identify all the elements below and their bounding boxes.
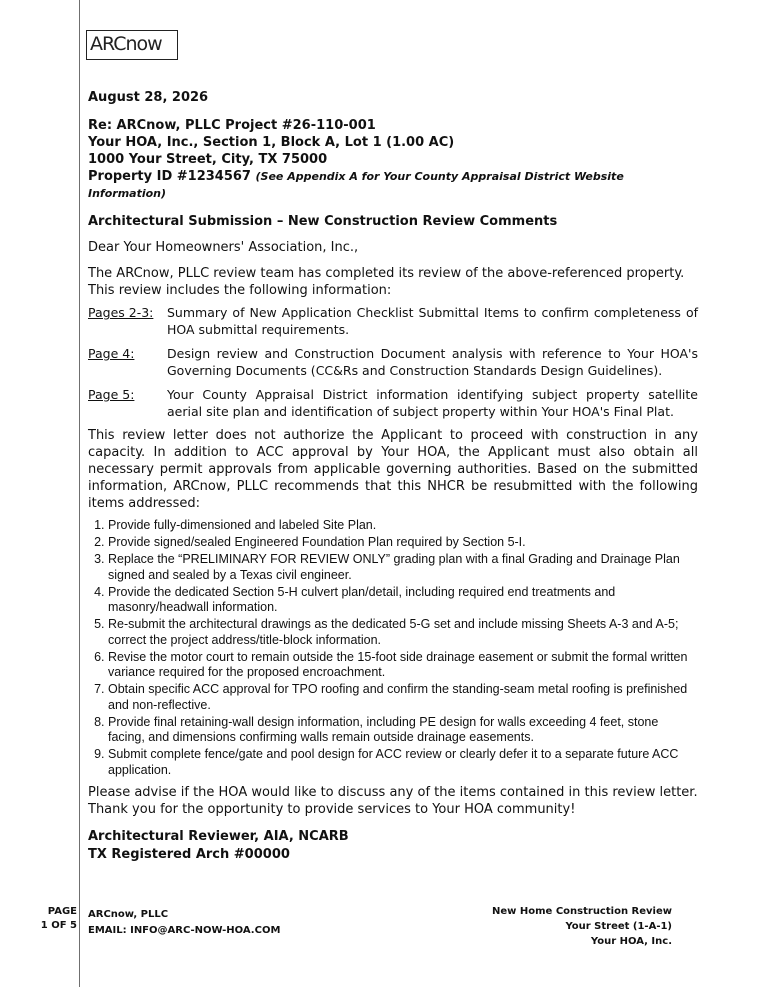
- footer-company-name: ARCnow, PLLC: [88, 909, 169, 920]
- signature-block: [88, 828, 698, 864]
- page-summary-list: [88, 304, 698, 420]
- re-address-line: 1000 Your Street, City, TX 75000: [88, 152, 328, 167]
- letter-body: [88, 90, 698, 864]
- signature-registration: TX Registered Arch #00000: [88, 847, 290, 862]
- page-description: Design review and Construction Document analysis with reference to Your HOA's Governing Documents (CC&Rs and Construction Standards Design Guidelines).: [167, 346, 698, 378]
- intro-line-1: The ARCnow, PLLC review team has completed its review of the above-referenced property.: [88, 266, 685, 281]
- letter-date: August 28, 2026: [88, 90, 209, 105]
- footer-street: Your Street (1-A-1): [565, 921, 672, 932]
- list-item: 6. Revise the motor court to remain outside the 15-foot side drainage easement or submit the formal written variance required for the proposed encroachment.: [108, 650, 698, 681]
- property-id: Property ID #1234567: [88, 169, 251, 184]
- list-item: 4. Provide the dedicated Section 5-H culvert plan/detail, including required end treatments and masonry/headwall information.: [108, 585, 698, 616]
- page-label: Page 4:: [88, 346, 135, 361]
- list-item: 8. Provide final retaining-wall design information, including PE design for walls exceeding 4 feet, stone facing, and dimensions confirming walls remain outside drainage easements.: [108, 715, 698, 746]
- closing-line-1: Please advise if the HOA would like to discuss any of the items contained in this review letter.: [88, 785, 698, 800]
- margin-rule: [79, 0, 80, 987]
- footer-company: [88, 907, 280, 939]
- re-project-line: Re: ARCnow, PLLC Project #26-110-001: [88, 118, 376, 133]
- reference-block: [88, 117, 698, 202]
- intro-paragraph: [88, 265, 698, 299]
- page-number: [0, 905, 77, 933]
- list-item: 3. Replace the “PRELIMINARY FOR REVIEW ONLY” grading plan with a final Grading and Drainage Plan signed and sealed by a Texas civil engineer.: [108, 552, 698, 583]
- letter-heading: Architectural Submission – New Construction Review Comments: [88, 214, 558, 229]
- signature-name: Architectural Reviewer, AIA, NCARB: [88, 829, 349, 844]
- page-label-text: PAGE: [47, 906, 77, 917]
- page-description: Your County Appraisal District information identifying subject property satellite aerial site plan and identification of subject property within Your HOA's Final Plat.: [167, 387, 698, 419]
- body-paragraph: This review letter does not authorize the Applicant to proceed with construction in any capacity. In addition to ACC approval by Your HOA, the Applicant must also obtain all necessary permit approvals from applicable governing authorities. Based on the submitted information, ARCnow, PLLC recommends that this NHCR be resubmitted with the following items addressed:: [88, 428, 698, 511]
- re-property-line: [88, 168, 698, 202]
- page-label: Page 5:: [88, 387, 135, 402]
- footer-review-info: [492, 904, 672, 949]
- page-summary-row: [88, 386, 698, 420]
- footer-email: EMAIL: INFO@ARC-NOW-HOA.COM: [88, 925, 281, 936]
- list-item: 9. Submit complete fence/gate and pool design for ACC review or clearly defer it to a separate future ACC application.: [108, 747, 698, 778]
- re-lot-line: Your HOA, Inc., Section 1, Block A, Lot 1 (1.00 AC): [88, 135, 455, 150]
- salutation: Dear Your Homeowners' Association, Inc.,: [88, 240, 359, 255]
- closing-line-2: Thank you for the opportunity to provide services to Your HOA community!: [88, 802, 576, 817]
- page-description: Summary of New Application Checklist Submittal Items to confirm completeness of HOA submittal requirements.: [167, 305, 698, 337]
- page-label: Pages 2-3:: [88, 305, 154, 320]
- list-item: 5. Re-submit the architectural drawings as the dedicated 5-G set and include missing Sheets A-3 and A-5; correct the project address/title-block information.: [108, 617, 698, 648]
- intro-line-2: This review includes the following information:: [88, 283, 392, 298]
- footer-hoa: Your HOA, Inc.: [590, 936, 672, 947]
- arcnow-logo: ARCnow: [86, 30, 178, 60]
- required-items-list: [88, 518, 698, 778]
- list-item: 1. Provide fully-dimensioned and labeled Site Plan.: [108, 518, 698, 534]
- footer-review-title: New Home Construction Review: [492, 906, 672, 917]
- page-summary-row: [88, 304, 698, 338]
- page-summary-row: [88, 345, 698, 379]
- property-note: (See Appendix A for Your County Appraisal District Website Information): [88, 170, 624, 200]
- list-item: 7. Obtain specific ACC approval for TPO roofing and confirm the standing-seam metal roofing is prefinished and non-reflective.: [108, 682, 698, 713]
- page-count-text: 1 OF 5: [40, 920, 77, 931]
- closing-paragraph: [88, 784, 698, 818]
- list-item: 2. Provide signed/sealed Engineered Foundation Plan required by Section 5-I.: [108, 535, 698, 551]
